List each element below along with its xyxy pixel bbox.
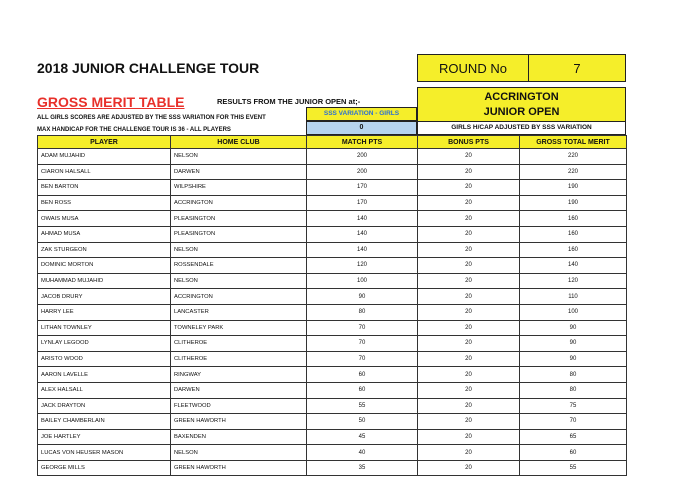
home-club: ACCRINGTON: [171, 289, 307, 305]
player-name: JOE HARTLEY: [38, 429, 171, 445]
sss-variation-label: SSS VARIATION - GIRLS: [306, 107, 417, 121]
gross-merit-heading: GROSS MERIT TABLE: [37, 94, 185, 110]
bonus-pts: 20: [418, 336, 520, 352]
gross-total: 100: [520, 304, 627, 320]
table-row: [38, 273, 627, 289]
col-player: PLAYER: [38, 136, 171, 149]
table-row: [38, 336, 627, 352]
bonus-pts: 20: [418, 320, 520, 336]
table-row: [38, 304, 627, 320]
match-pts: 35: [307, 460, 418, 476]
table-row: [38, 429, 627, 445]
home-club: NELSON: [171, 445, 307, 461]
venue-box: [417, 87, 626, 122]
home-club: CLITHEROE: [171, 336, 307, 352]
bonus-pts: 20: [418, 351, 520, 367]
player-name: HARRY LEE: [38, 304, 171, 320]
player-name: AARON LAVELLE: [38, 367, 171, 383]
player-name: OWAIS MUSA: [38, 211, 171, 227]
home-club: DARWEN: [171, 382, 307, 398]
table-row: [38, 164, 627, 180]
home-club: RINGWAY: [171, 367, 307, 383]
match-pts: 140: [307, 211, 418, 227]
player-name: CIARON HALSALL: [38, 164, 171, 180]
gross-total: 90: [520, 320, 627, 336]
player-name: AHMAD MUSA: [38, 226, 171, 242]
match-pts: 60: [307, 367, 418, 383]
table-row: [38, 398, 627, 414]
gross-total: 140: [520, 258, 627, 274]
home-club: PLEASINGTON: [171, 226, 307, 242]
match-pts: 140: [307, 242, 418, 258]
bonus-pts: 20: [418, 445, 520, 461]
girls-handicap-note: GIRLS H/CAP ADJUSTED BY SSS VARIATION: [417, 122, 626, 135]
match-pts: 70: [307, 320, 418, 336]
gross-total: 220: [520, 149, 627, 165]
match-pts: 200: [307, 149, 418, 165]
bonus-pts: 20: [418, 429, 520, 445]
table-row: [38, 211, 627, 227]
bonus-pts: 20: [418, 289, 520, 305]
col-home-club: HOME CLUB: [171, 136, 307, 149]
gross-total: 80: [520, 382, 627, 398]
gross-total: 120: [520, 273, 627, 289]
table-row: [38, 180, 627, 196]
home-club: DARWEN: [171, 164, 307, 180]
table-row: [38, 289, 627, 305]
gross-total: 90: [520, 351, 627, 367]
venue-line-1: ACCRINGTON: [484, 91, 559, 103]
bonus-pts: 20: [418, 226, 520, 242]
table-row: [38, 242, 627, 258]
home-club: CLITHEROE: [171, 351, 307, 367]
home-club: ROSSENDALE: [171, 258, 307, 274]
player-name: DOMINIC MORTON: [38, 258, 171, 274]
gross-total: 80: [520, 367, 627, 383]
player-name: ZAK STURGEON: [38, 242, 171, 258]
gross-total: 65: [520, 429, 627, 445]
table-row: [38, 226, 627, 242]
player-name: LUCAS VON HEUSER MASON: [38, 445, 171, 461]
table-row: [38, 149, 627, 165]
sss-variation-value: 0: [306, 121, 417, 135]
player-name: BEN BARTON: [38, 180, 171, 196]
home-club: GREEN HAWORTH: [171, 460, 307, 476]
bonus-pts: 20: [418, 180, 520, 196]
gross-total: 75: [520, 398, 627, 414]
table-row: [38, 460, 627, 476]
bonus-pts: 20: [418, 382, 520, 398]
match-pts: 170: [307, 195, 418, 211]
gross-total: 190: [520, 180, 627, 196]
gross-total: 220: [520, 164, 627, 180]
home-club: WILPSHIRE: [171, 180, 307, 196]
adjusted-note: ALL GIRLS SCORES ARE ADJUSTED BY THE SSS VARIATION FOR THIS EVENT: [37, 115, 266, 121]
gross-total: 60: [520, 445, 627, 461]
player-name: GEORGE MILLS: [38, 460, 171, 476]
player-name: BAILEY CHAMBERLAIN: [38, 414, 171, 430]
match-pts: 90: [307, 289, 418, 305]
bonus-pts: 20: [418, 304, 520, 320]
tour-title: 2018 JUNIOR CHALLENGE TOUR: [37, 60, 260, 76]
player-name: BEN ROSS: [38, 195, 171, 211]
match-pts: 45: [307, 429, 418, 445]
home-club: ACCRINGTON: [171, 195, 307, 211]
table-row: [38, 195, 627, 211]
bonus-pts: 20: [418, 242, 520, 258]
bonus-pts: 20: [418, 195, 520, 211]
match-pts: 120: [307, 258, 418, 274]
match-pts: 50: [307, 414, 418, 430]
results-from-label: RESULTS FROM THE JUNIOR OPEN at;-: [217, 97, 361, 106]
gross-total: 110: [520, 289, 627, 305]
bonus-pts: 20: [418, 164, 520, 180]
match-pts: 70: [307, 351, 418, 367]
home-club: TOWNELEY PARK: [171, 320, 307, 336]
match-pts: 70: [307, 336, 418, 352]
home-club: FLEETWOOD: [171, 398, 307, 414]
gross-total: 160: [520, 211, 627, 227]
merit-table: [37, 135, 627, 476]
bonus-pts: 20: [418, 398, 520, 414]
table-row: [38, 445, 627, 461]
match-pts: 60: [307, 382, 418, 398]
player-name: LYNLAY LEGOOD: [38, 336, 171, 352]
match-pts: 200: [307, 164, 418, 180]
home-club: PLEASINGTON: [171, 211, 307, 227]
match-pts: 100: [307, 273, 418, 289]
home-club: GREEN HAWORTH: [171, 414, 307, 430]
col-bonus-pts: BONUS PTS: [418, 136, 520, 149]
player-name: ALEX HALSALL: [38, 382, 171, 398]
gross-total: 90: [520, 336, 627, 352]
table-row: [38, 258, 627, 274]
round-label: ROUND No: [418, 55, 529, 81]
match-pts: 40: [307, 445, 418, 461]
bonus-pts: 20: [418, 367, 520, 383]
bonus-pts: 20: [418, 258, 520, 274]
bonus-pts: 20: [418, 460, 520, 476]
max-handicap-note: MAX HANDICAP FOR THE CHALLENGE TOUR IS 36 - ALL PLAYERS: [37, 127, 231, 133]
player-name: JACOB DRURY: [38, 289, 171, 305]
match-pts: 55: [307, 398, 418, 414]
bonus-pts: 20: [418, 211, 520, 227]
table-row: [38, 414, 627, 430]
gross-total: 55: [520, 460, 627, 476]
col-match-pts: MATCH PTS: [307, 136, 418, 149]
table-row: [38, 320, 627, 336]
match-pts: 80: [307, 304, 418, 320]
table-row: [38, 367, 627, 383]
home-club: BAXENDEN: [171, 429, 307, 445]
gross-total: 190: [520, 195, 627, 211]
gross-total: 160: [520, 242, 627, 258]
player-name: MUHAMMAD MUJAHID: [38, 273, 171, 289]
table-row: [38, 382, 627, 398]
home-club: LANCASTER: [171, 304, 307, 320]
match-pts: 170: [307, 180, 418, 196]
venue-line-2: JUNIOR OPEN: [483, 106, 560, 118]
home-club: NELSON: [171, 273, 307, 289]
player-name: JACK DRAYTON: [38, 398, 171, 414]
gross-total: 70: [520, 414, 627, 430]
player-name: ARISTO WOOD: [38, 351, 171, 367]
table-row: [38, 351, 627, 367]
match-pts: 140: [307, 226, 418, 242]
player-name: LITHAN TOWNLEY: [38, 320, 171, 336]
home-club: NELSON: [171, 242, 307, 258]
round-value: 7: [573, 60, 581, 76]
player-name: ADAM MUJAHID: [38, 149, 171, 165]
bonus-pts: 20: [418, 273, 520, 289]
col-gross-total-merit: GROSS TOTAL MERIT: [520, 136, 627, 149]
home-club: NELSON: [171, 149, 307, 165]
bonus-pts: 20: [418, 149, 520, 165]
bonus-pts: 20: [418, 414, 520, 430]
round-box: [417, 54, 626, 82]
gross-total: 160: [520, 226, 627, 242]
table-header-row: [38, 136, 627, 149]
